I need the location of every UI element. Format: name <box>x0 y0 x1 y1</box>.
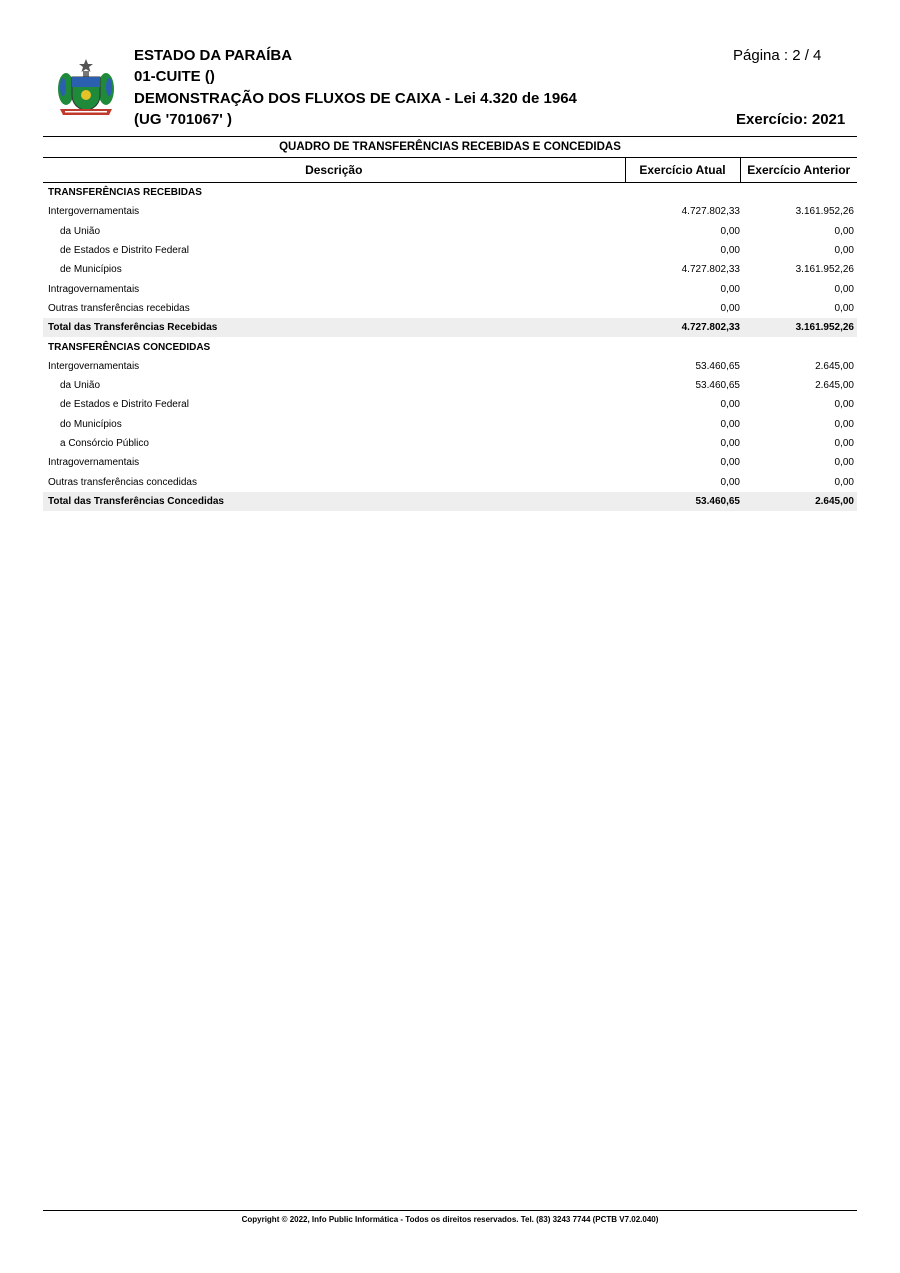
table-row <box>43 260 857 279</box>
footer-divider <box>43 1210 857 1211</box>
row-previous-value: 2.645,00 <box>815 380 854 392</box>
table-row <box>43 376 857 395</box>
copyright-notice: Copyright © 2022, Info Public Informática - Todos os direitos reservados. Tel. (83) 3243 7744 (PCTB V7.02.040) <box>241 1215 659 1224</box>
table-title: QUADRO DE TRANSFERÊNCIAS RECEBIDAS E CONCEDIDAS <box>43 136 857 157</box>
row-current-value: 4.727.802,33 <box>681 206 740 218</box>
row-label: do Municípios <box>60 418 122 430</box>
row-current-value: 4.727.802,33 <box>681 264 740 276</box>
column-header-previous-year: Exercício Anterior <box>740 158 857 183</box>
row-current-value: 0,00 <box>720 476 740 488</box>
table-header-row <box>43 158 857 183</box>
paraiba-coat-of-arms-icon <box>55 57 117 121</box>
state-name: ESTADO DA PARAÍBA <box>134 47 293 64</box>
row-current-value: 0,00 <box>720 438 740 449</box>
row-previous-value: 3.161.952,26 <box>795 206 854 218</box>
row-previous-value: 3.161.952,26 <box>740 318 857 337</box>
row-previous-value: 0,00 <box>834 225 854 237</box>
row-current-value: 53.460,65 <box>695 380 740 392</box>
report-title: DEMONSTRAÇÃO DOS FLUXOS DE CAIXA - Lei 4.320 de 1964 <box>134 90 577 107</box>
row-label: a Consórcio Público <box>60 438 149 449</box>
ug-code: (UG '701067' ) <box>134 111 233 128</box>
entity-name: 01-CUITE () <box>134 68 215 85</box>
table-row <box>43 279 857 298</box>
table-row <box>43 395 857 414</box>
table-row <box>43 222 857 241</box>
section-row-granted <box>43 337 857 356</box>
row-current-value: 0,00 <box>720 225 740 237</box>
row-label: da União <box>60 380 101 392</box>
row-current-value <box>625 337 740 356</box>
row-current-value: 4.727.802,33 <box>625 318 740 337</box>
row-current-value: 0,00 <box>720 283 740 295</box>
table-row <box>43 453 857 472</box>
row-previous-value: 0,00 <box>834 245 854 257</box>
row-current-value: 0,00 <box>720 418 740 430</box>
row-current-value: 0,00 <box>720 457 740 469</box>
row-previous-value: 0,00 <box>834 418 854 430</box>
table-row <box>43 472 857 491</box>
total-row-granted <box>43 492 857 511</box>
row-label: TRANSFERÊNCIAS CONCEDIDAS <box>48 341 211 353</box>
row-previous-value: 3.161.952,26 <box>795 264 854 276</box>
row-previous-value: 0,00 <box>834 302 854 314</box>
row-previous-value: 0,00 <box>834 399 854 411</box>
total-row-received <box>43 318 857 337</box>
row-current-value: 0,00 <box>720 302 740 314</box>
transfers-report <box>43 136 857 511</box>
row-label: de Municípios <box>60 264 122 276</box>
page-number: Página : 2 / 4 <box>733 47 822 64</box>
row-current-value: 0,00 <box>720 245 740 257</box>
row-label: Outras transferências recebidas <box>48 302 190 314</box>
row-previous-value <box>740 183 857 203</box>
row-label: de Estados e Distrito Federal <box>60 245 189 257</box>
row-label: de Estados e Distrito Federal <box>60 399 189 411</box>
row-previous-value: 0,00 <box>834 457 854 469</box>
table-row <box>43 415 857 434</box>
row-label: da União <box>60 225 101 237</box>
row-label: Total das Transferências Concedidas <box>43 492 625 511</box>
table-row <box>43 299 857 318</box>
row-label: TRANSFERÊNCIAS RECEBIDAS <box>48 187 202 199</box>
table-row <box>43 241 857 260</box>
row-previous-value: 0,00 <box>834 438 854 449</box>
row-previous-value: 0,00 <box>834 476 854 488</box>
exercise-year: Exercício: 2021 <box>736 111 846 128</box>
row-label: Intragovernamentais <box>48 283 140 295</box>
row-previous-value: 2.645,00 <box>740 492 857 511</box>
column-header-description: Descrição <box>43 158 625 183</box>
row-current-value: 53.460,65 <box>695 360 740 372</box>
row-label: Intragovernamentais <box>48 457 140 469</box>
row-label: Outras transferências concedidas <box>48 476 197 488</box>
transfers-table <box>43 157 857 511</box>
row-previous-value: 2.645,00 <box>815 360 854 372</box>
report-header <box>0 0 900 136</box>
table-row <box>43 202 857 221</box>
column-header-current-year: Exercício Atual <box>625 158 740 183</box>
row-current-value <box>625 183 740 203</box>
row-current-value: 53.460,65 <box>625 492 740 511</box>
row-label: Total das Transferências Recebidas <box>43 318 625 337</box>
row-current-value: 0,00 <box>720 399 740 411</box>
table-row <box>43 434 857 453</box>
row-previous-value: 0,00 <box>834 283 854 295</box>
row-label: Intergovernamentais <box>48 360 140 372</box>
section-row-received <box>43 183 857 203</box>
row-label: Intergovernamentais <box>48 206 140 218</box>
table-row <box>43 357 857 376</box>
row-previous-value <box>740 337 857 356</box>
